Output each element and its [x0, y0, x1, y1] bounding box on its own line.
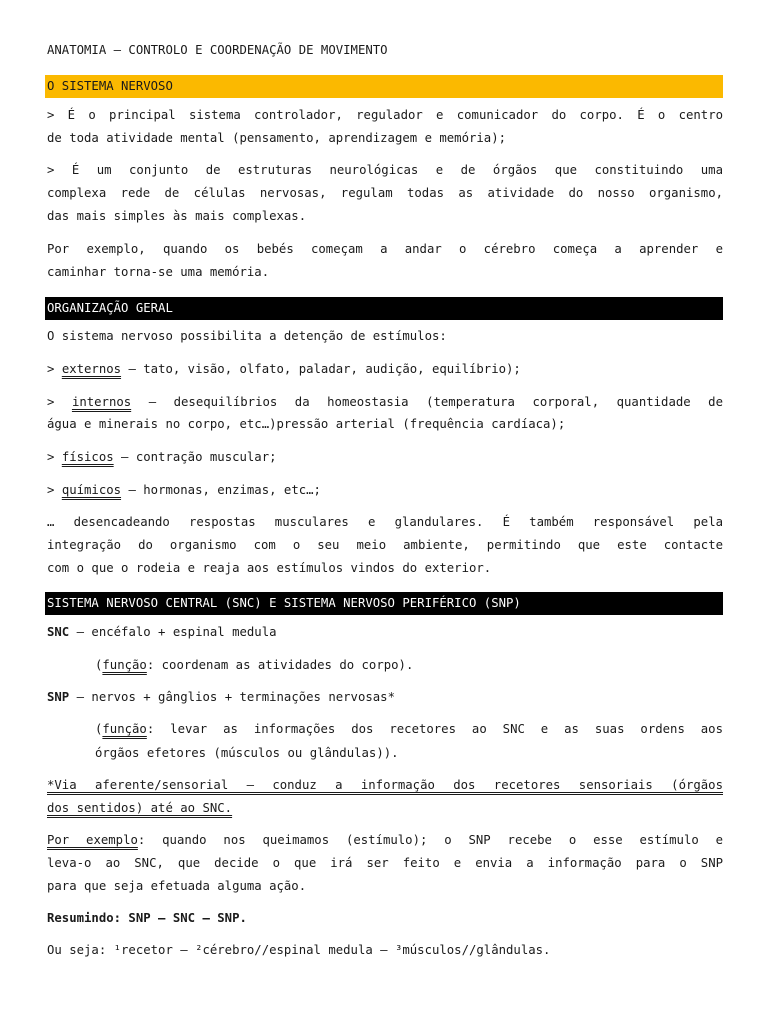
- section-header-sistema-nervoso: O SISTEMA NERVOSO: [45, 75, 723, 98]
- example-line: [47, 832, 723, 848]
- term-description: – tato, visão, olfato, paladar, audição, equilíbrio);: [121, 362, 521, 376]
- document-title: ANATOMIA – CONTROLO E COORDENAÇÃO DE MOVIMENTO: [47, 43, 388, 57]
- term-internos: internos: [71, 395, 132, 409]
- paren-open: (: [95, 658, 103, 672]
- paren-open: (: [95, 722, 103, 736]
- list-item-internos: [47, 394, 723, 410]
- arrow-marker: >: [47, 450, 62, 464]
- paragraph-line: caminhar torna-se uma memória.: [47, 265, 270, 279]
- arrow-marker: >: [47, 483, 62, 497]
- snp-function: [95, 721, 723, 737]
- paragraph-line: O sistema nervoso possibilita a detenção de estímulos:: [47, 329, 447, 343]
- snc-label: SNC: [47, 625, 70, 639]
- via-aferente-note: *Via aferente/sensorial – conduz a informação dos recetores sensoriais (órgãos: [47, 778, 723, 792]
- paragraph-line: leva-o ao SNC, que decide o que irá ser feito e envia a informação para o SNP: [47, 856, 723, 870]
- ou-seja-line: Ou seja: ¹recetor – ²cérebro//espinal medula – ³músculos//glândulas.: [47, 943, 551, 957]
- paragraph-line: > É um conjunto de estruturas neurológicas e de órgãos que constituindo uma: [47, 163, 723, 177]
- term-description: – contração muscular;: [113, 450, 277, 464]
- term-funcao: função: [102, 658, 147, 672]
- paragraph-line: órgãos efetores (músculos ou glândulas)).: [95, 746, 399, 760]
- paragraph-line: de toda atividade mental (pensamento, aprendizagem e memória);: [47, 131, 507, 145]
- via-aferente-note: dos sentidos) até ao SNC.: [47, 801, 233, 815]
- paragraph-line: com o que o rodeia e reaja aos estímulos vindos do exterior.: [47, 561, 492, 575]
- paragraph-line: integração do organismo com o seu meio ambiente, permitindo que este contacte: [47, 538, 723, 552]
- list-item-fisicos: [47, 449, 277, 465]
- snp-label: SNP: [47, 690, 70, 704]
- paragraph-line: água e minerais no corpo, etc…)pressão arterial (frequência cardíaca);: [47, 417, 566, 431]
- list-item-quimicos: [47, 482, 321, 498]
- term-funcao: função: [102, 722, 147, 736]
- snc-function-text: : coordenam as atividades do corpo).: [146, 658, 414, 672]
- term-description: – desequilíbrios da homeostasia (temperatura corporal, quantidade de: [131, 395, 723, 409]
- paragraph-line: > É o principal sistema controlador, regulador e comunicador do corpo. É o centro: [47, 108, 723, 122]
- snc-description: – encéfalo + espinal medula: [69, 625, 277, 639]
- summary-line: Resumindo: SNP – SNC – SNP.: [47, 911, 247, 925]
- example-text: : quando nos queimamos (estímulo); o SNP recebe o esse estímulo e: [137, 833, 724, 847]
- term-externos: externos: [61, 362, 122, 376]
- snp-definition: [47, 689, 395, 705]
- example-label: Por exemplo: [47, 833, 138, 847]
- term-description: – hormonas, enzimas, etc…;: [121, 483, 321, 497]
- snc-definition: [47, 624, 277, 640]
- paragraph-line: … desencadeando respostas musculares e glandulares. É também responsável pela: [47, 515, 723, 529]
- arrow-marker: >: [47, 395, 72, 409]
- paragraph-line: para que seja efetuada alguma ação.: [47, 879, 307, 893]
- section-header-snc-snp: SISTEMA NERVOSO CENTRAL (SNC) E SISTEMA NERVOSO PERIFÉRICO (SNP): [45, 592, 723, 615]
- arrow-marker: >: [47, 362, 62, 376]
- list-item-externos: [47, 361, 521, 377]
- paragraph-line: Por exemplo, quando os bebés começam a andar o cérebro começa a aprender e: [47, 242, 723, 256]
- term-fisicos: físicos: [61, 450, 114, 464]
- snp-description: – nervos + gânglios + terminações nervosas*: [69, 690, 395, 704]
- paragraph-line: das mais simples às mais complexas.: [47, 209, 307, 223]
- paragraph-line: complexa rede de células nervosas, regulam todas as atividade do nosso organismo,: [47, 186, 723, 200]
- section-header-organizacao-geral: ORGANIZAÇÃO GERAL: [45, 297, 723, 320]
- snc-function: [95, 657, 413, 673]
- snp-function-text: : levar as informações dos recetores ao SNC e as suas ordens aos: [146, 722, 723, 736]
- term-quimicos: químicos: [61, 483, 122, 497]
